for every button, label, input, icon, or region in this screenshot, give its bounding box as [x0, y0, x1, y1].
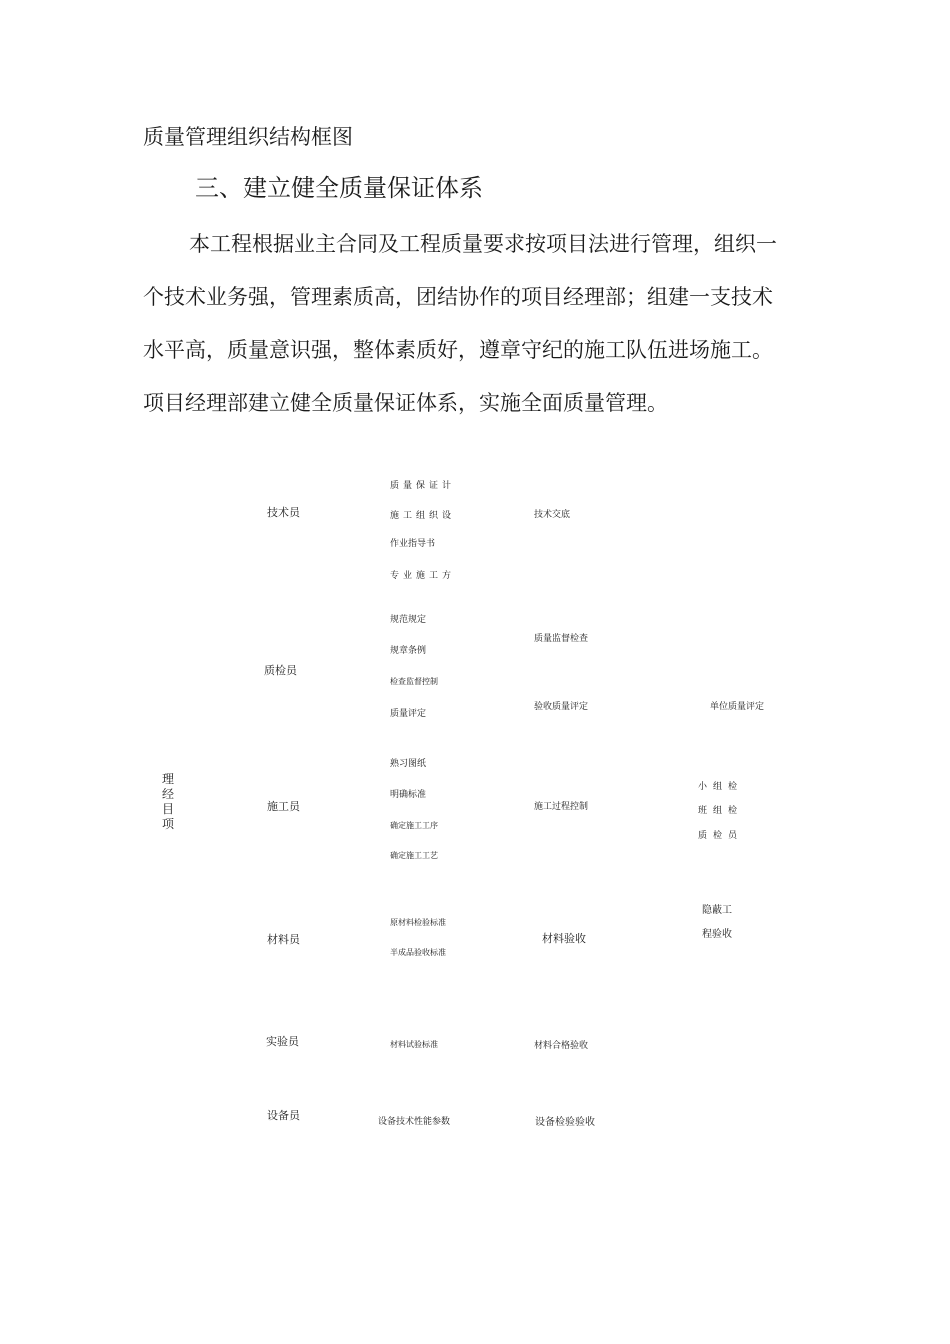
control-item: 材料验收 [542, 932, 586, 945]
duty-item: 规章条例 [390, 646, 427, 656]
duty-item: 明确标准 [390, 790, 427, 800]
duty-item: 半成品验收标准 [390, 948, 446, 957]
outcome-item: 班组检 [698, 806, 744, 816]
root-char: 经 [161, 787, 174, 801]
control-item: 验收质量评定 [534, 702, 589, 712]
duty-item: 确定施工工艺 [390, 851, 438, 860]
paragraph-line: 项目经理部建立健全质量保证体系，实施全面质量管理。 [143, 391, 668, 415]
outcome-item: 质检员 [698, 831, 744, 841]
duty-item: 材料试验标准 [390, 1040, 438, 1049]
duty-item: 原材料检验标准 [390, 918, 446, 927]
duty-item: 规范规定 [390, 615, 427, 625]
control-item: 技术交底 [534, 510, 571, 520]
outcome-item: 程验收 [702, 929, 732, 940]
section-heading: 三、建立健全质量保证体系 [195, 174, 483, 202]
outcome-item: 单位质量评定 [710, 702, 765, 712]
paragraph-line: 个技术业务强，管理素质高，团结协作的项目经理部；组建一支技术 [143, 285, 773, 309]
role-technician: 技术员 [267, 506, 300, 519]
figure-caption: 质量管理组织结构框图 [143, 125, 353, 149]
role-lab: 实验员 [266, 1035, 299, 1048]
duty-item: 确定施工工序 [390, 821, 438, 830]
duty-item: 检查监督控制 [390, 677, 438, 686]
control-item: 质量监督检查 [534, 634, 589, 644]
role-equipment: 设备员 [267, 1109, 300, 1122]
role-construction: 施工员 [267, 800, 300, 813]
control-item: 材料合格验收 [534, 1041, 589, 1051]
paragraph-line: 本工程根据业主合同及工程质量要求按项目法进行管理，组织一 [189, 232, 777, 256]
duty-item: 设备技术性能参数 [378, 1117, 451, 1127]
root-char: 目 [161, 802, 174, 816]
root-char: 项 [161, 817, 174, 831]
root-char: 理 [161, 772, 174, 786]
role-quality-inspector: 质检员 [264, 664, 297, 677]
duty-item: 施工组织设 [390, 511, 456, 521]
duty-item: 质量保证计 [390, 481, 456, 491]
role-material: 材料员 [267, 933, 300, 946]
duty-item: 专业施工方 [390, 571, 456, 581]
paragraph-line: 水平高，质量意识强，整体素质好，遵章守纪的施工队伍进场施工。 [143, 338, 773, 362]
org-root-project-manager [160, 772, 176, 832]
outcome-item: 小组检 [698, 782, 744, 792]
duty-item: 熟习图纸 [390, 759, 427, 769]
duty-item: 作业指导书 [390, 539, 436, 549]
duty-item: 质量评定 [390, 709, 427, 719]
control-item: 施工过程控制 [534, 802, 589, 812]
outcome-item: 隐蔽工 [702, 905, 732, 916]
control-item: 设备检验验收 [535, 1117, 595, 1128]
